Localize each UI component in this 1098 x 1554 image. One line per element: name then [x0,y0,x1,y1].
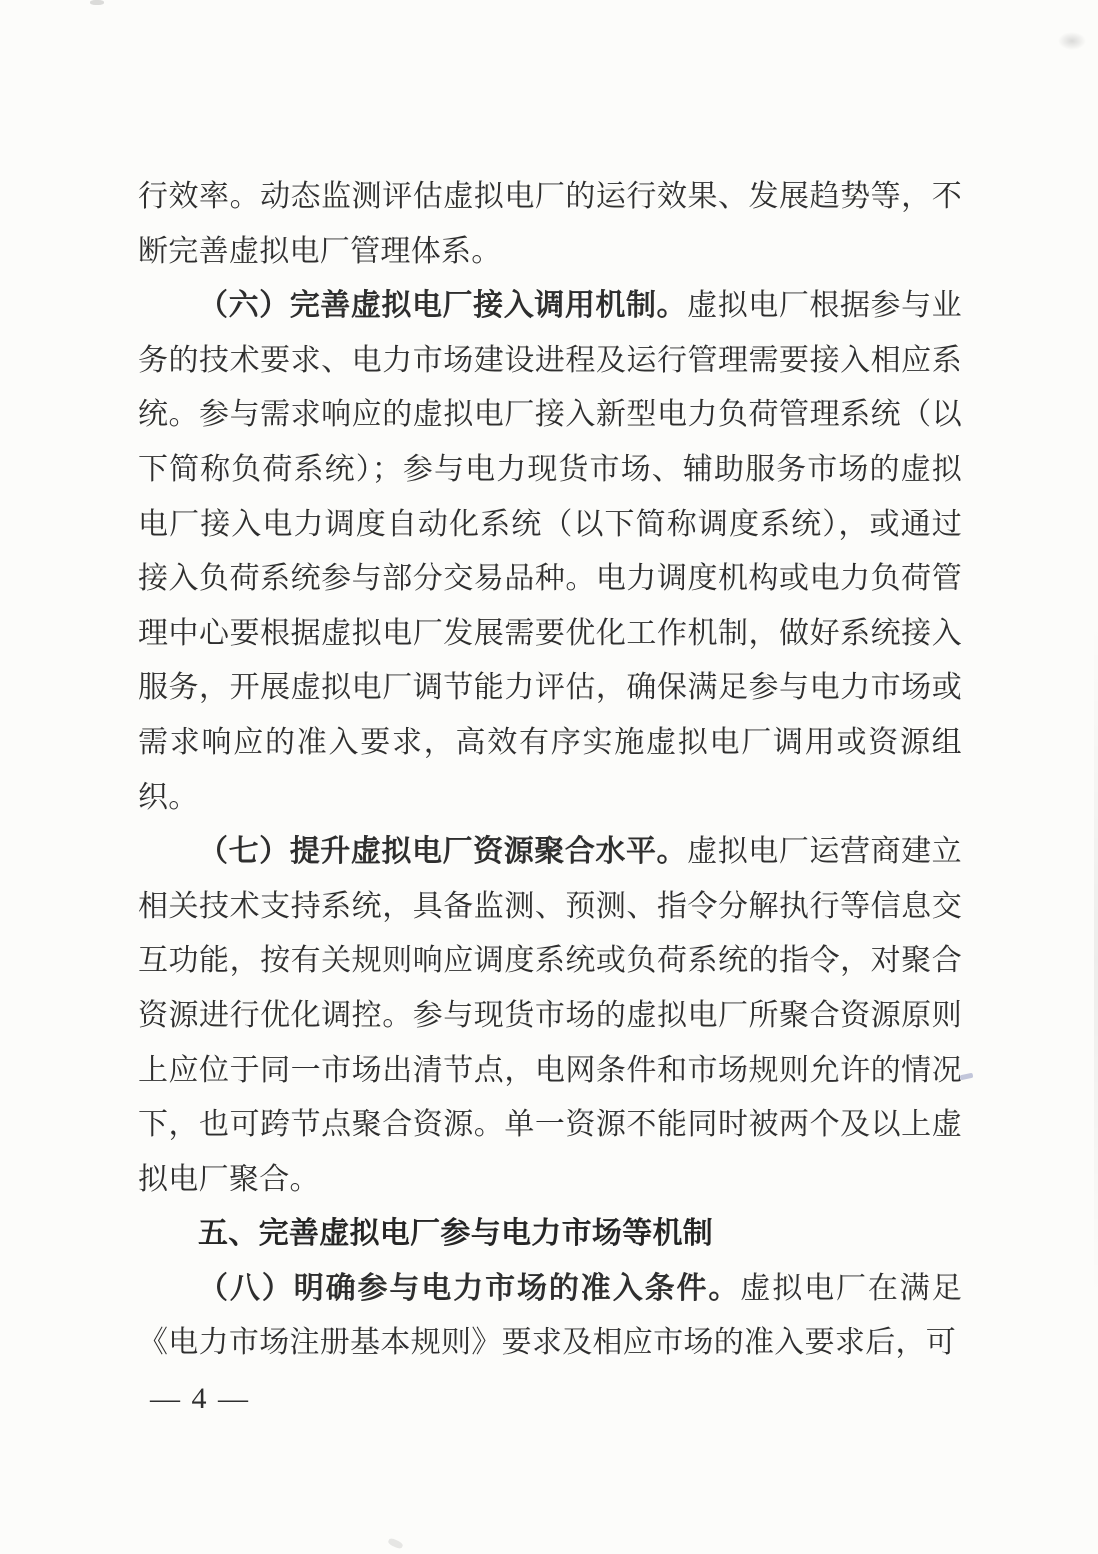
paragraph-section-7 [138,825,962,1207]
paragraph-section-6 [138,279,962,825]
scan-smudge-artifact [1058,32,1086,50]
document-body [138,170,962,1371]
paragraph-management-system [138,170,962,279]
section-7-text: 虚拟电厂运营商建立相关技术支持系统，具备监测、预测、指令分解执行等信息交互功能，按有关规则响应调度系统或负荷系统的指令，对聚合资源进行优化调控。参与现货市场的虚拟电厂所聚合资源原则上应位于同一市场出清节点，电网条件和市场规则允许的情况下，也可跨节点聚合资源。单一资源不能同时被两个及以上虚拟电厂聚合。 [138,835,962,1196]
section-7-lead: （七）提升虚拟电厂资源聚合水平。 [198,835,688,869]
section-8-text: 虚拟电厂在满足《电力市场注册基本规则》要求及相应市场的准入要求后，可 [138,1271,962,1360]
scan-speck-artifact [387,1537,404,1550]
section-6-lead: （六）完善虚拟电厂接入调用机制。 [198,289,688,323]
scan-speck-artifact [90,0,104,5]
page-number: — 4 — [150,1382,250,1415]
paragraph-section-8 [138,1262,962,1371]
chapter-5-heading: 五、完善虚拟电厂参与电力市场等机制 [198,1217,714,1251]
paragraph-text: 行效率。动态监测评估虚拟电厂的运行效果、发展趋势等，不断完善虚拟电厂管理体系。 [138,180,962,268]
scan-edge-shadow [1094,620,1098,1300]
section-6-text: 虚拟电厂根据参与业务的技术要求、电力市场建设进程及运行管理需要接入相应系统。参与需求响应的虚拟电厂接入新型电力负荷管理系统（以下简称负荷系统）；参与电力现货市场、辅助服务市场的虚拟电厂接入电力调度自动化系统（以下简称调度系统），或通过接入负荷系统参与部分交易品种。电力调度机构或电力负荷管理中心要根据虚拟电厂发展需要优化工作机制，做好系统接入服务，开展虚拟电厂调节能力评估，确保满足参与电力市场或需求响应的准入要求，高效有序实施虚拟电厂调用或资源组织。 [138,289,962,814]
section-8-lead: （八）明确参与电力市场的准入条件。 [198,1271,741,1305]
